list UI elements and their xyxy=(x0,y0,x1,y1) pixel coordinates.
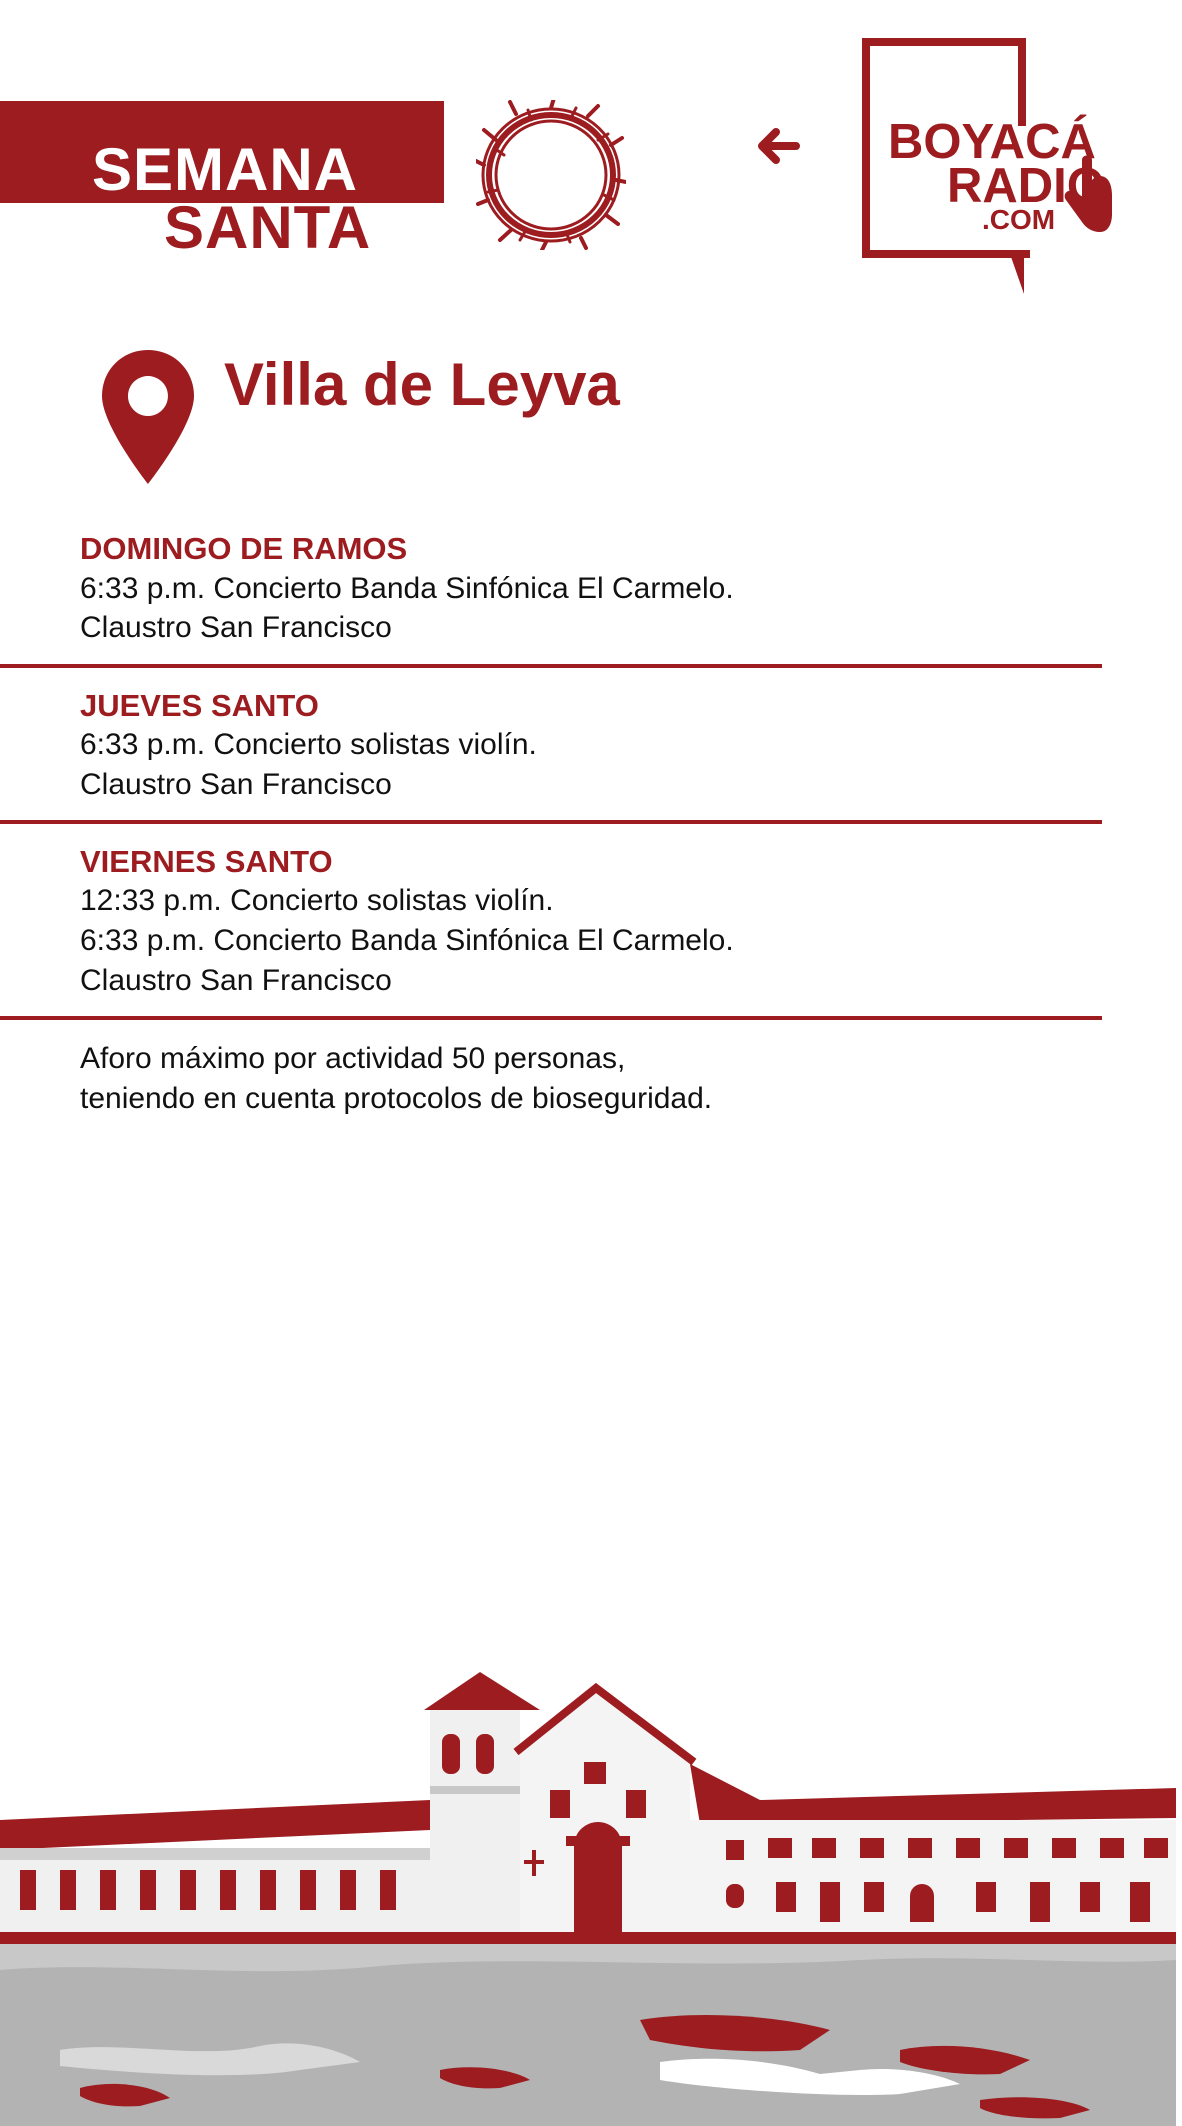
event-line: 6:33 p.m. Concierto Banda Sinfónica El Carmelo. xyxy=(80,924,734,957)
title-semana: SEMANA xyxy=(92,136,359,203)
event-venue: Claustro San Francisco xyxy=(80,768,392,801)
capacity-note: Aforo máximo por actividad 50 personas, xyxy=(80,1042,626,1075)
title-santa: SANTA xyxy=(164,194,372,261)
city-name: Villa de Leyva xyxy=(224,351,620,418)
day-heading: VIERNES SANTO xyxy=(80,844,333,879)
back-arrow-icon[interactable] xyxy=(754,126,800,166)
section-divider xyxy=(0,820,1102,824)
section-divider xyxy=(0,1016,1102,1020)
event-venue: Claustro San Francisco xyxy=(80,611,392,644)
church-illustration xyxy=(0,1670,1182,2126)
map-pin-icon xyxy=(100,348,196,488)
logo-radio: RADIO xyxy=(947,159,1105,213)
section-divider xyxy=(0,664,1102,668)
event-line: 6:33 p.m. Concierto solistas violín. xyxy=(80,728,537,761)
day-heading: DOMINGO DE RAMOS xyxy=(80,531,408,566)
event-venue: Claustro San Francisco xyxy=(80,964,392,997)
crown-of-thorns-icon xyxy=(476,100,626,250)
event-line: 6:33 p.m. Concierto Banda Sinfónica El Carmelo. xyxy=(80,572,734,605)
day-heading: JUEVES SANTO xyxy=(80,688,319,723)
biosecurity-note: teniendo en cuenta protocolos de bioseguridad. xyxy=(80,1082,713,1115)
event-line: 12:33 p.m. Concierto solistas violín. xyxy=(80,884,554,917)
logo-boyaca: BOYACÁ xyxy=(888,115,1096,169)
logo-com: .COM xyxy=(982,204,1056,235)
